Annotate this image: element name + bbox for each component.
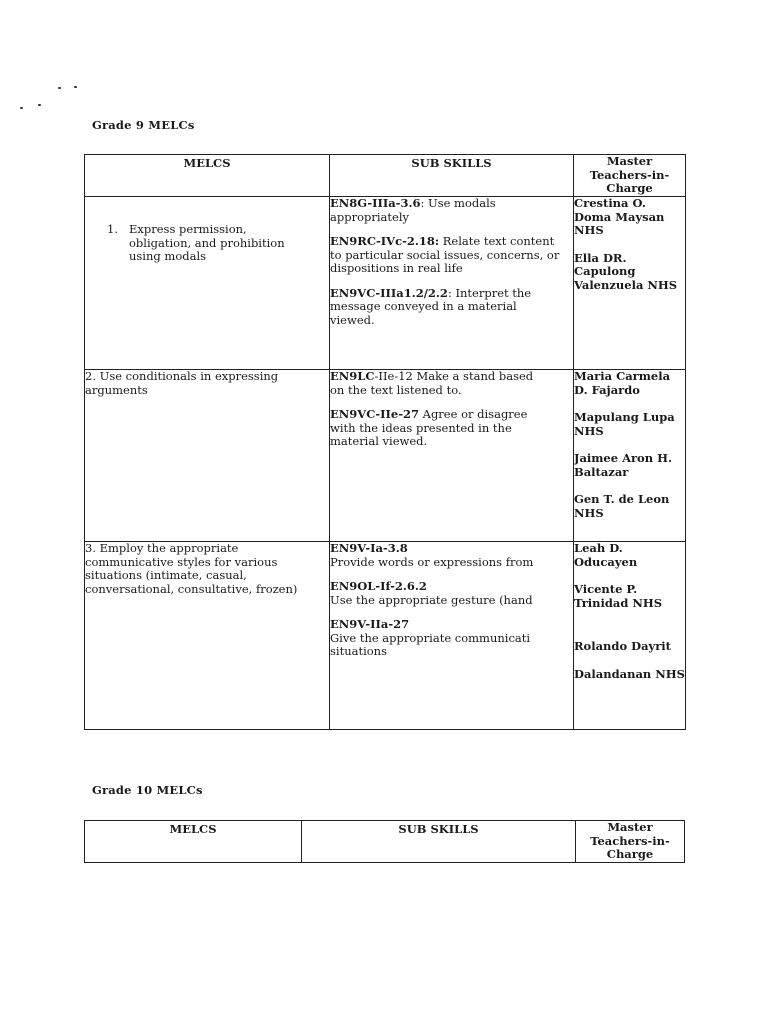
sub-skill <box>330 408 552 449</box>
sub-skills-column-header: SUB SKILLS <box>302 821 576 863</box>
melc-cell <box>85 370 330 542</box>
competency-code: EN9RC-IVc-2.18: <box>330 234 440 248</box>
sub-skill-text: Agree or disagree with the ideas presented in the material viewed. <box>330 407 528 448</box>
table-row <box>85 370 686 542</box>
grade9-melcs-table <box>84 154 686 730</box>
sub-skill-text: Use modals appropriately <box>330 196 496 224</box>
master-teachers-column-header: Master Teachers-in-Charge <box>574 155 686 197</box>
sub-skills-cell <box>330 197 574 370</box>
master-teachers-column-header: Master Teachers-in-Charge <box>576 821 685 863</box>
melc-text: Express permission, obligation, and prohibition using modals <box>129 222 285 263</box>
master-teachers-cell <box>574 370 686 542</box>
competency-code: EN9VC-IIe-27 <box>330 407 419 421</box>
grade10-melcs-table <box>84 820 685 863</box>
sub-skill-text: Give the appropriate communicati <box>330 631 531 645</box>
sub-skills-cell <box>330 370 574 542</box>
melc-cell <box>85 197 330 370</box>
teacher-entry: Ella DR. Capulong Valenzuela NHS <box>574 250 678 292</box>
table-row <box>85 197 686 370</box>
scan-speck <box>58 87 61 89</box>
competency-code: EN9V-IIa-27 <box>330 617 410 631</box>
teacher-entry: Vicente P. Trinidad NHS <box>574 582 663 610</box>
sub-skills-cell <box>330 542 574 730</box>
melc-cell <box>85 542 330 730</box>
melc-number: 1. <box>107 222 118 236</box>
sub-skill-text: IIe-12 Make a stand based on the text listened to. <box>330 369 534 397</box>
sub-skill-text: Use the appropriate gesture (hand <box>330 593 533 607</box>
sub-skill-text-continued: situations <box>330 645 387 658</box>
melc-text: 2. Use conditionals in expressing arguments <box>85 369 279 397</box>
teacher-entry: Crestina O. Doma Maysan NHS <box>574 196 665 237</box>
teacher-entry: Rolando Dayrit <box>574 639 671 653</box>
table-row <box>85 542 686 730</box>
grade10-heading: Grade 10 MELCs <box>92 783 203 797</box>
teacher-entry: Dalandanan NHS <box>574 666 685 681</box>
master-teachers-cell <box>574 197 686 370</box>
sub-skills-column-header: SUB SKILLS <box>330 155 574 197</box>
teacher-entry: Mapulang Lupa NHS <box>574 410 675 438</box>
melc-text: 3. Employ the appropriate communicative styles for various situations (intimate, casual, conversational, consultative, frozen) <box>85 541 298 596</box>
table-header-row <box>85 155 686 197</box>
table-header-row <box>85 821 685 863</box>
competency-code: EN9VC-IIIa1.2/2.2 <box>330 285 448 300</box>
sub-skill: EN8G-IIIa-3.6: Use modals appropriately <box>330 196 496 224</box>
scan-speck <box>38 104 41 106</box>
sub-skill-text: Relate text content to particular social issues, concerns, or dispositions in real life <box>330 234 560 275</box>
melcs-column-header: MELCS <box>85 155 330 197</box>
competency-code: EN9OL-If-2.6.2 <box>330 579 427 593</box>
scan-speck <box>20 107 23 109</box>
master-teachers-cell <box>574 542 686 730</box>
sub-skill-text: Interpret the message conveyed in a material viewed. <box>330 285 532 327</box>
sub-skill <box>330 542 573 569</box>
competency-code: EN9V-Ia-3.8 <box>330 541 408 555</box>
sub-skill: EN9VC-IIIa1.2/2.2: Interpret the message conveyed in a material viewed. <box>330 285 532 327</box>
competency-code: EN8G-IIIa-3.6 <box>330 196 421 210</box>
melcs-column-header: MELCS <box>85 821 302 863</box>
sub-skill <box>330 580 573 607</box>
competency-code: EN9LC <box>330 369 375 383</box>
sub-skill: EN9LC-IIe-12 Make a stand based on the text listened to. <box>330 369 534 397</box>
teacher-entry: Gen T. de Leon NHS <box>574 492 670 520</box>
teacher-entry: Jaimee Aron H. Baltazar <box>574 451 672 479</box>
teacher-entry: Maria Carmela D. Fajardo <box>574 369 671 397</box>
grade9-heading: Grade 9 MELCs <box>92 118 195 132</box>
sub-skill <box>330 235 562 276</box>
sub-skill-text: Provide words or expressions from <box>330 555 534 569</box>
sub-skill <box>330 618 573 659</box>
teacher-entry: Leah D. Oducayen <box>574 541 638 569</box>
scan-speck <box>74 86 77 88</box>
